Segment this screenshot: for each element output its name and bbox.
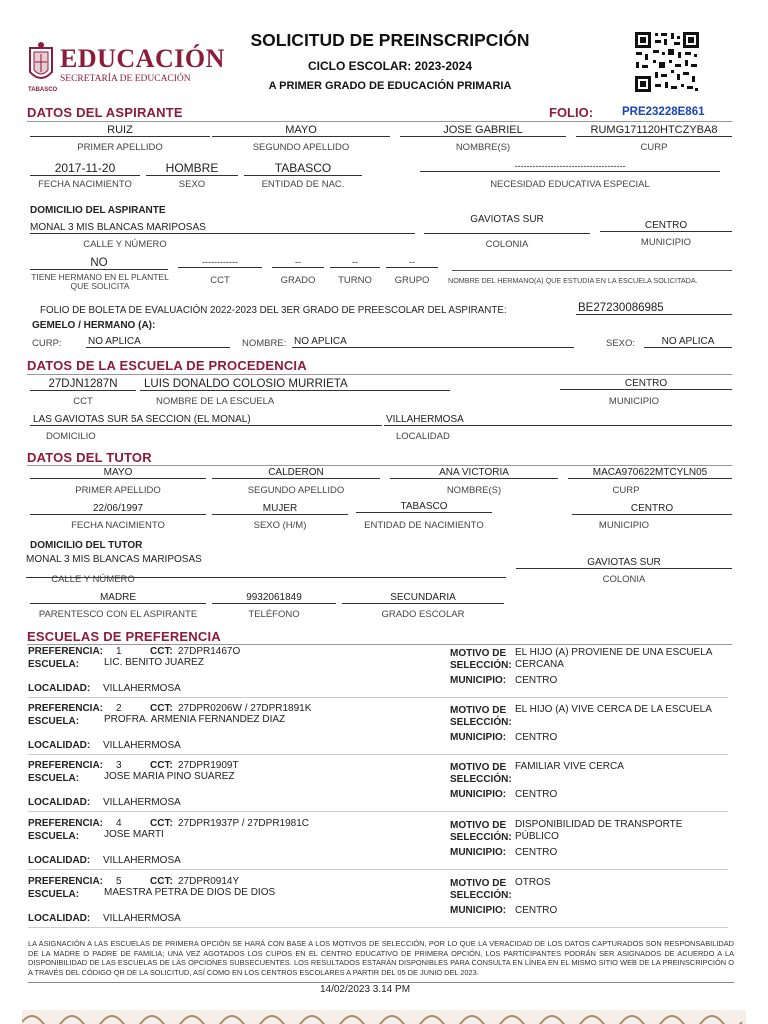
pref-cct-label: CCT: xyxy=(150,818,173,829)
aspirante-necesidad: ------------------------------------- xyxy=(420,161,720,172)
logo-state: TABASCO xyxy=(28,87,58,93)
pref-escuela: JOSE MARTI xyxy=(104,829,164,840)
aspirante-sexo: HOMBRE xyxy=(146,161,238,176)
label-procedencia-cct: CCT xyxy=(73,396,93,407)
pref-motivo-label-2: SELECCIÓN: xyxy=(450,660,512,671)
pref-escuela-label: ESCUELA: xyxy=(28,889,80,900)
label-tutor-colonia: COLONIA xyxy=(602,574,646,585)
pref-number: 3 xyxy=(116,760,122,771)
label-sexo: SEXO xyxy=(178,179,206,190)
label-curp: CURP xyxy=(640,142,668,153)
pref-cct: 27DPR1909T xyxy=(178,760,239,771)
pref-motivo-label-2: SELECCIÓN: xyxy=(450,717,512,728)
pref-motivo: DISPONIBILIDAD DE TRANSPORTE PÚBLICO xyxy=(515,819,683,842)
section-procedencia: DATOS DE LA ESCUELA DE PROCEDENCIA xyxy=(27,358,307,373)
label-tutor-nombres: NOMBRE(S) xyxy=(446,485,502,496)
pref-motivo: EL HIJO (A) VIVE CERCA DE LA ESCUELA xyxy=(515,704,712,715)
hermano-nombre-line xyxy=(452,270,732,271)
pref-cct-label: CCT: xyxy=(150,703,173,714)
pref-escuela-label: ESCUELA: xyxy=(28,831,80,842)
pref-localidad-label: LOCALIDAD: xyxy=(28,913,91,924)
pref-cct: 27DPR1937P / 27DPR1981C xyxy=(178,818,310,829)
pref-localidad-label: LOCALIDAD: xyxy=(28,855,91,866)
tutor-fecha-nac: 22/06/1997 xyxy=(30,503,206,515)
tutor-parentesco: MADRE xyxy=(30,592,206,604)
pref-escuela: LIC. BENITO JUAREZ xyxy=(104,657,204,668)
pref-municipio-label: MUNICIPIO: xyxy=(450,675,507,686)
school-cycle: CICLO ESCOLAR: 2023-2024 xyxy=(307,59,473,73)
label-tutor-grado: GRADO ESCOLAR xyxy=(381,609,465,620)
pref-localidad: VILLAHERMOSA xyxy=(103,740,181,751)
pref-municipio: CENTRO xyxy=(515,675,558,686)
pref-localidad-label: LOCALIDAD: xyxy=(28,797,91,808)
pref-municipio-label: MUNICIPIO: xyxy=(450,789,507,800)
label-gemelo: GEMELO / HERMANO (A): xyxy=(32,320,156,331)
pref-label: PREFERENCIA: xyxy=(28,760,104,771)
pref-municipio: CENTRO xyxy=(515,847,558,858)
label-domicilio-aspirante: DOMICILIO DEL ASPIRANTE xyxy=(30,205,166,216)
pref-number: 5 xyxy=(116,876,122,887)
pref-localidad: VILLAHERMOSA xyxy=(103,797,181,808)
label-colonia: COLONIA xyxy=(485,239,529,250)
tutor-grado: SECUNDARIA xyxy=(342,592,504,604)
procedencia-localidad: VILLAHERMOSA xyxy=(384,414,732,426)
pref-cct: 27DPR0206W / 27DPR1891K xyxy=(178,703,312,714)
pref-municipio: CENTRO xyxy=(515,905,558,916)
aspirante-calle: MONAL 3 MIS BLANCAS MARIPOSAS xyxy=(30,222,415,234)
pref-escuela: MAESTRA PETRA DE DIOS DE DIOS xyxy=(104,887,276,898)
section-tutor: DATOS DEL TUTOR xyxy=(27,450,152,465)
section-aspirante: DATOS DEL ASPIRANTE xyxy=(27,105,183,120)
pref-municipio-label: MUNICIPIO: xyxy=(450,847,507,858)
aspirante-entidad: TABASCO xyxy=(244,161,362,176)
timestamp: 14/02/2023 3.14 PM xyxy=(319,984,411,995)
label-hermano-turno: TURNO xyxy=(338,275,372,286)
pref-divider xyxy=(28,927,728,928)
section-rule xyxy=(27,644,732,645)
gemelo-sexo: NO APLICA xyxy=(644,336,732,348)
label-segundo-apellido: SEGUNDO APELLIDO xyxy=(252,142,350,153)
pref-divider xyxy=(28,754,728,755)
label-procedencia-municipio: MUNICIPIO xyxy=(608,396,660,407)
aspirante-colonia: GAVIOTAS SUR xyxy=(424,214,590,234)
pref-localidad: VILLAHERMOSA xyxy=(103,855,181,866)
procedencia-cct: 27DJN1287N xyxy=(30,378,136,391)
section-rule xyxy=(27,121,732,122)
aspirante-fecha-nac: 2017-11-20 xyxy=(30,161,140,176)
label-tutor-sexo: SEXO (H/M) xyxy=(253,520,307,531)
label-gemelo-curp: CURP: xyxy=(32,338,62,349)
pref-cct-label: CCT: xyxy=(150,876,173,887)
pref-localidad-label: LOCALIDAD: xyxy=(28,740,91,751)
grade-subtitle: A PRIMER GRADO DE EDUCACIÓN PRIMARIA xyxy=(268,80,512,92)
pref-motivo-label-2: SELECCIÓN: xyxy=(450,774,512,785)
pref-divider xyxy=(28,869,728,870)
label-tutor-telefono: TELÉFONO xyxy=(248,609,300,620)
tutor-curp: MACA970622MTCYLN05 xyxy=(568,467,732,479)
label-gemelo-nombre: NOMBRE: xyxy=(242,338,287,349)
pref-municipio: CENTRO xyxy=(515,789,558,800)
pref-number: 2 xyxy=(116,703,122,714)
pref-motivo-label-2: SELECCIÓN: xyxy=(450,890,512,901)
label-domicilio-tutor: DOMICILIO DEL TUTOR xyxy=(30,540,143,551)
ornament-border-icon xyxy=(22,1010,746,1024)
pref-label: PREFERENCIA: xyxy=(28,818,104,829)
label-tutor-municipio: MUNICIPIO xyxy=(598,520,650,531)
tutor-municipio: CENTRO xyxy=(572,503,732,515)
pref-cct-label: CCT: xyxy=(150,646,173,657)
pref-motivo-label: MOTIVO DE xyxy=(450,762,507,773)
pref-localidad: VILLAHERMOSA xyxy=(103,913,181,924)
pref-motivo: FAMILIAR VIVE CERCA xyxy=(515,761,624,772)
label-gemelo-sexo: SEXO: xyxy=(606,338,636,349)
aspirante-hermano: NO xyxy=(30,257,168,270)
pref-motivo-label: MOTIVO DE xyxy=(450,820,507,831)
pref-localidad-label: LOCALIDAD: xyxy=(28,683,91,694)
pref-escuela-label: ESCUELA: xyxy=(28,659,80,670)
pref-cct-label: CCT: xyxy=(150,760,173,771)
label-nombre-hermano: NOMBRE DEL HERMANO(A) QUE ESTUDIA EN LA ESCUELA SOLICITADA. xyxy=(448,276,698,285)
label-entidad: ENTIDAD DE NAC. xyxy=(261,179,345,190)
label-tutor-primer-apellido: PRIMER APELLIDO xyxy=(75,485,161,496)
aspirante-hermano-grupo: -- xyxy=(386,257,438,268)
label-municipio: MUNICIPIO xyxy=(640,237,692,248)
logo xyxy=(26,40,225,94)
label-necesidad: NECESIDAD EDUCATIVA ESPECIAL xyxy=(490,179,650,190)
coat-of-arms-icon xyxy=(26,40,56,90)
pref-escuela-label: ESCUELA: xyxy=(28,773,80,784)
tutor-calle: MONAL 3 MIS BLANCAS MARIPOSAS xyxy=(26,554,506,578)
label-nombres: NOMBRE(S) xyxy=(455,142,511,153)
label-calle: CALLE Y NÚMERO xyxy=(83,239,167,250)
label-hermano-grado: GRADO xyxy=(280,275,316,286)
label-hermano: TIENE HERMANO EN EL PLANTEL QUE SOLICITA xyxy=(31,272,169,291)
aspirante-curp: RUMG171120HTCZYBA8 xyxy=(576,124,732,137)
pref-divider xyxy=(28,697,728,698)
pref-motivo: EL HIJO (A) PROVIENE DE UNA ESCUELA CERCANA xyxy=(515,647,712,670)
pref-motivo-label-2: SELECCIÓN: xyxy=(450,832,512,843)
label-tutor-segundo-apellido: SEGUNDO APELLIDO xyxy=(247,485,345,496)
tutor-primer-apellido: MAYO xyxy=(30,467,206,479)
pref-motivo-label: MOTIVO DE xyxy=(450,878,507,889)
aspirante-municipio: CENTRO xyxy=(600,220,732,232)
procedencia-nombre: LUIS DONALDO COLOSIO MURRIETA xyxy=(140,378,450,391)
aspirante-segundo-apellido: MAYO xyxy=(212,124,390,137)
pref-escuela: JOSE MARIA PINO SUAREZ xyxy=(104,771,235,782)
label-tutor-fecha-nac: FECHA NACIMIENTO xyxy=(71,520,165,531)
aspirante-nombres: JOSE GABRIEL xyxy=(400,124,566,137)
tutor-segundo-apellido: CALDERON xyxy=(212,467,380,479)
aspirante-primer-apellido: RUIZ xyxy=(30,124,210,137)
pref-cct: 27DPR0914Y xyxy=(178,876,240,887)
tutor-telefono: 9932061849 xyxy=(212,592,336,604)
footer-rule xyxy=(28,982,734,983)
aspirante-boleta: BE27230086985 xyxy=(576,302,732,315)
pref-municipio-label: MUNICIPIO: xyxy=(450,732,507,743)
pref-municipio-label: MUNICIPIO: xyxy=(450,905,507,916)
label-tutor-entidad: ENTIDAD DE NACIMIENTO xyxy=(364,520,484,531)
pref-number: 4 xyxy=(116,818,122,829)
logo-subtitle: SECRETARÍA DE EDUCACIÓN xyxy=(60,74,191,84)
logo-title: EDUCACIÓN xyxy=(60,44,225,73)
pref-label: PREFERENCIA: xyxy=(28,876,104,887)
pref-motivo-label: MOTIVO DE xyxy=(450,705,507,716)
pref-cct: 27DPR1467O xyxy=(178,646,241,657)
pref-label: PREFERENCIA: xyxy=(28,703,104,714)
tutor-colonia: GAVIOTAS SUR xyxy=(516,557,732,569)
pref-motivo: OTROS xyxy=(515,877,551,888)
page-title: SOLICITUD DE PREINSCRIPCIÓN xyxy=(250,30,530,50)
label-hermano-cct: CCT xyxy=(210,275,230,286)
label-procedencia-nombre: NOMBRE DE LA ESCUELA xyxy=(156,396,275,407)
pref-localidad: VILLAHERMOSA xyxy=(103,683,181,694)
gemelo-curp: NO APLICA xyxy=(86,336,230,348)
section-rule xyxy=(27,374,732,375)
label-tutor-calle: CALLE Y NÚMERO xyxy=(51,574,135,585)
pref-municipio: CENTRO xyxy=(515,732,558,743)
aspirante-hermano-cct: ------------ xyxy=(178,257,262,268)
disclaimer: LA ASIGNACIÓN A LAS ESCUELAS DE PRIMERA OPCIÓN SE HARÁ CON BASE A LOS MOTIVOS DE SELECCIÓN, POR LO QUE LA VERACIDAD DE LOS DATOS CAPTURADOS SON RESPONSABILIDAD DE LA MADRE O PADRE DE FAMILIA; UNA VEZ AGOTADOS LOS CUPOS EN EL CENTRO EDUCATIVO DE PRIMERA OPCIÓN, LOS PARTICIPANTES PODRÁN SER ASIGNADOS DE ACUERDO A LA DISPONIBILIDAD DE LAS ESCUELAS DE LAS OPCIONES SUBSECUENTES. LOS RESULTADOS ESTARÁN DISPONIBLES PARA CONSULTA EN LÍNEA EN EL MISMO SITIO WEB DE LA PREINSCRIPCIÓN O A TRAVÉS DEL CÓDIGO QR DE LA SOLICITUD, ASÍ COMO EN LOS CENTROS ESCOLARES A PARTIR DEL 05 DE JUNIO DEL 2023. xyxy=(28,939,734,977)
label-fecha-nac: FECHA NACIMIENTO xyxy=(38,179,132,190)
section-rule xyxy=(27,465,732,466)
label-hermano-grupo: GRUPO xyxy=(394,275,430,286)
label-tutor-curp: CURP xyxy=(612,485,640,496)
folio-value: PRE23228E861 xyxy=(622,106,705,118)
label-procedencia-domicilio: DOMICILIO xyxy=(46,431,96,442)
tutor-entidad: TABASCO xyxy=(356,501,492,513)
pref-escuela-label: ESCUELA: xyxy=(28,716,80,727)
pref-escuela: PROFRA. ARMENIA FERNANDEZ DIAZ xyxy=(104,714,286,725)
label-procedencia-localidad: LOCALIDAD xyxy=(396,431,450,442)
pref-motivo-label: MOTIVO DE xyxy=(450,648,507,659)
pref-divider xyxy=(28,811,728,812)
procedencia-municipio: CENTRO xyxy=(560,378,732,390)
gemelo-nombre: NO APLICA xyxy=(292,336,574,348)
folio-label: FOLIO: xyxy=(549,105,594,120)
tutor-nombres: ANA VICTORIA xyxy=(390,467,558,479)
qr-code-icon xyxy=(633,30,701,94)
aspirante-hermano-turno: -- xyxy=(330,257,380,268)
procedencia-domicilio: LAS GAVIOTAS SUR 5A SECCION (EL MONAL) xyxy=(30,414,382,426)
label-boleta: FOLIO DE BOLETA DE EVALUACIÓN 2022-2023 DEL 3ER GRADO DE PREESCOLAR DEL ASPIRANTE: xyxy=(40,305,507,316)
label-primer-apellido: PRIMER APELLIDO xyxy=(77,142,163,153)
section-preferencias: ESCUELAS DE PREFERENCIA xyxy=(27,629,221,644)
aspirante-hermano-grado: -- xyxy=(272,257,324,268)
pref-label: PREFERENCIA: xyxy=(28,646,104,657)
label-tutor-parentesco: PARENTESCO CON EL ASPIRANTE xyxy=(38,609,198,620)
pref-number: 1 xyxy=(116,646,122,657)
tutor-sexo: MUJER xyxy=(212,503,348,515)
